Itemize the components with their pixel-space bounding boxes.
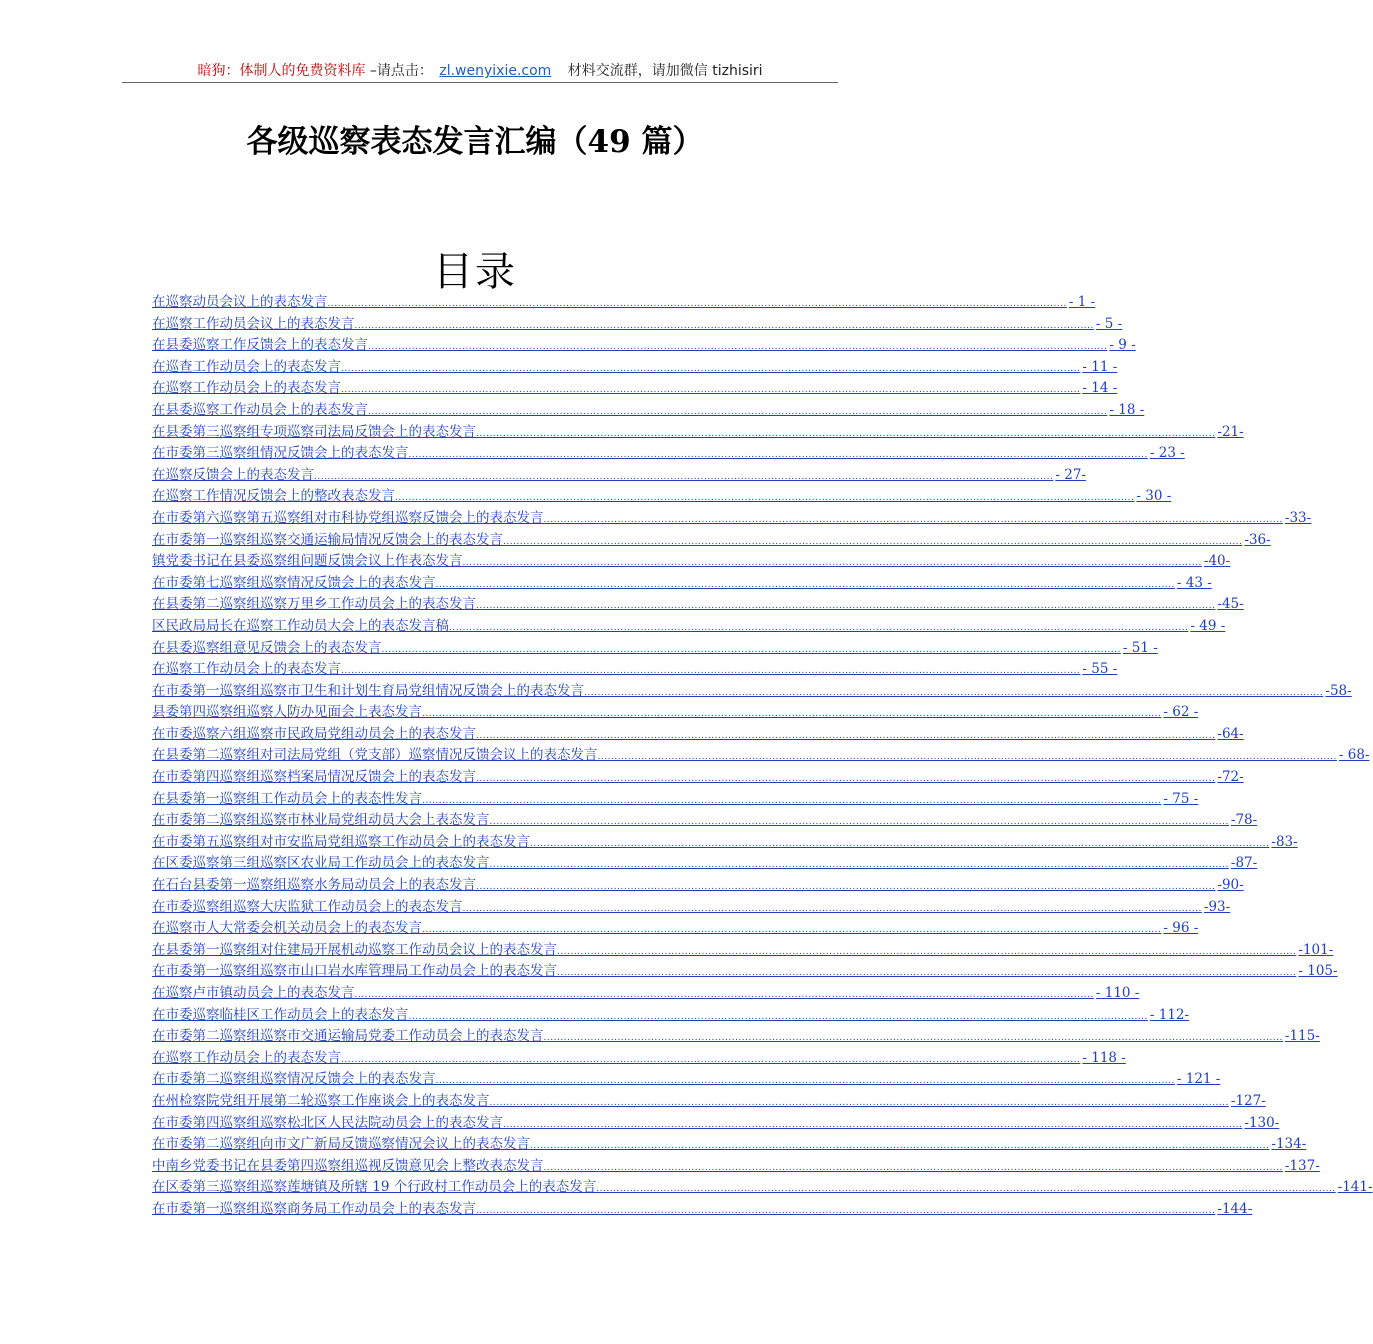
toc-entry-link[interactable]: [152, 1005, 1190, 1027]
toc-entry-title: 在巡察卢市镇动员会上的表态发言: [152, 985, 355, 1001]
toc-leader-dots: ............................................................................................................................................................................................................................: [341, 1054, 1081, 1065]
toc-entry-page: - 1 -: [1068, 294, 1096, 310]
toc-leader-dots: ............................................................................................................................................................................................................................: [476, 1205, 1216, 1216]
toc-entry-link[interactable]: [152, 789, 1199, 811]
toc-entry-title: 在县委第三巡察组专项巡察司法局反馈会上的表态发言: [152, 423, 476, 440]
toc-entry-title: 区民政局局长在巡察工作动员大会上的表态发言稿: [152, 617, 449, 634]
toc-entry-page: - 121 -: [1176, 1071, 1221, 1088]
toc-leader-dots: ............................................................................................................................................................................................................................: [314, 471, 1054, 482]
toc-leader-dots: ............................................................................................................................................................................................................................: [476, 882, 1216, 893]
toc-leader-dots: ............................................................................................................................................................................................................................: [422, 795, 1162, 806]
toc-entry-page: -137-: [1284, 1157, 1320, 1174]
toc-leader-dots: ............................................................................................................................................................................................................................: [476, 730, 1216, 741]
toc-entry-title: 在巡查工作动员会上的表态发言: [152, 358, 341, 375]
toc-entry-title: 在市委第二巡察组巡察市林业局党组动员大会上表态发言: [152, 812, 490, 829]
toc-entry-page: - 5 -: [1095, 315, 1123, 332]
toc-entry-link[interactable]: [152, 594, 1244, 616]
header-promo-text: 暗狗：体制人的免费资料库: [197, 63, 366, 79]
toc-entry-link[interactable]: [152, 724, 1244, 746]
toc-entry-title: 在县委第一巡察组对住建局开展机动巡察工作动员会议上的表态发言: [152, 941, 557, 958]
toc-entry-page: - 49 -: [1190, 617, 1226, 634]
toc-leader-dots: ............................................................................................................................................................................................................................: [354, 990, 1094, 1000]
toc-entry-title: 在巡察动员会议上的表态发言: [152, 294, 328, 310]
toc-entry-link[interactable]: [152, 1069, 1221, 1091]
toc-entry-link[interactable]: [152, 378, 1118, 400]
toc-leader-dots: ............................................................................................................................................................................................................................: [543, 1033, 1283, 1044]
toc-entry-page: -115-: [1284, 1028, 1320, 1045]
toc-entry-link[interactable]: [152, 1048, 1126, 1070]
toc-entry-title: 在市委巡察六组巡察市民政局党组动员会上的表态发言: [152, 725, 476, 742]
toc-entry-page: -33-: [1284, 509, 1312, 526]
toc-entry-link[interactable]: [152, 853, 1258, 875]
toc-leader-dots: ............................................................................................................................................................................................................................: [596, 1184, 1336, 1195]
toc-entry-page: -78-: [1230, 812, 1258, 829]
toc-entry-title: 在巡察工作动员会上的表态发言: [152, 1049, 341, 1066]
header-wechat-note: 材料交流群，请加微信 tizhisiri: [567, 63, 763, 79]
toc-entry-link[interactable]: [152, 530, 1271, 552]
toc-entry-title: 在县委第二巡察组对司法局党组（党支部）巡察情况反馈会议上的表态发言: [152, 747, 598, 764]
toc-entry-link[interactable]: [152, 1199, 1253, 1221]
toc-entry-page: -101-: [1298, 941, 1334, 958]
toc-entry-link[interactable]: [152, 314, 1123, 336]
toc-entry-title: 在市委第七巡察组巡察情况反馈会上的表态发言: [152, 574, 436, 591]
toc-entry-title: 在县委巡察组意见反馈会上的表态发言: [152, 639, 382, 656]
toc-entry-page: - 14 -: [1082, 380, 1118, 397]
toc-entry-page: -40-: [1203, 553, 1231, 570]
toc-leader-dots: ............................................................................................................................................................................................................................: [476, 774, 1216, 785]
toc-entry-title: 在巡察工作动员会上的表态发言: [152, 380, 341, 397]
toc-entry-title: 在市委第二巡察组巡察情况反馈会上的表态发言: [152, 1071, 436, 1088]
toc-entry-page: -144-: [1217, 1200, 1253, 1217]
toc-leader-dots: ............................................................................................................................................................................................................................: [395, 493, 1135, 504]
toc-entry-page: -130-: [1244, 1114, 1280, 1131]
toc-entry-title: 在县委巡察工作反馈会上的表态发言: [152, 337, 368, 354]
toc-entry-link[interactable]: [152, 1091, 1266, 1113]
toc-entry-title: 在区委第三巡察组巡察莲塘镇及所辖 19 个行政村工作动员会上的表态发言: [152, 1179, 597, 1196]
toc-entry-page: -83-: [1271, 833, 1298, 850]
toc-entry-title: 在市委第一巡察组巡察交通运输局情况反馈会上的表态发言: [152, 531, 503, 548]
toc-entry-page: -58-: [1325, 682, 1352, 699]
toc-entry-link[interactable]: [152, 465, 1086, 487]
toc-entry-title: 县委第四巡察组巡察人防办见面会上表态发言: [152, 704, 422, 721]
toc-entry-page: - 75 -: [1163, 790, 1199, 807]
toc-entry-page: - 43 -: [1176, 574, 1212, 591]
toc-leader-dots: ............................................................................................................................................................................................................................: [503, 1119, 1243, 1130]
toc-leader-dots: ............................................................................................................................................................................................................................: [449, 622, 1189, 633]
toc-leader-dots: ............................................................................................................................................................................................................................: [408, 1011, 1148, 1022]
toc-leader-dots: ............................................................................................................................................................................................................................: [435, 579, 1175, 590]
toc-entry-title: 中南乡党委书记在县委第四巡察组巡视反馈意见会上整改表态发言: [152, 1157, 544, 1174]
toc-entry-title: 在市委第六巡察第五巡察组对市科协党组巡察反馈会上的表态发言: [152, 509, 544, 526]
toc-entry-title: 在巡察工作动员会议上的表态发言: [152, 315, 355, 332]
toc-entry-title: 在市委第四巡察组巡察档案局情况反馈会上的表态发言: [152, 769, 476, 786]
toc-leader-dots: ............................................................................................................................................................................................................................: [597, 752, 1337, 763]
toc-entry-title: 在巡察市人大常委会机关动员会上的表态发言: [152, 920, 422, 937]
toc-leader-dots: ............................................................................................................................................................................................................................: [368, 342, 1108, 353]
toc-leader-dots: ............................................................................................................................................................................................................................: [543, 1162, 1283, 1173]
toc-entry-title: 在石台县委第一巡察组巡察水务局动员会上的表态发言: [152, 877, 476, 894]
toc-entry-page: - 68-: [1338, 747, 1370, 764]
toc-leader-dots: ............................................................................................................................................................................................................................: [530, 1141, 1270, 1152]
page-header: [122, 60, 838, 82]
toc-entry-link[interactable]: [152, 508, 1312, 530]
toc-entry-link[interactable]: [152, 1177, 1373, 1199]
toc-leader-dots: ............................................................................................................................................................................................................................: [543, 514, 1283, 525]
toc-entry-link[interactable]: [152, 681, 1352, 703]
table-of-contents: [152, 292, 1373, 1221]
toc-leader-dots: ............................................................................................................................................................................................................................: [489, 860, 1229, 871]
toc-entry-link[interactable]: [152, 918, 1199, 940]
toc-entry-link[interactable]: [152, 1026, 1320, 1048]
header-website-link[interactable]: zl.wenyixie.com: [439, 63, 552, 79]
toc-leader-dots: ............................................................................................................................................................................................................................: [462, 903, 1202, 914]
toc-entry-title: 镇党委书记在县委巡察组问题反馈会议上作表态发言: [152, 553, 463, 570]
toc-entry-page: -87-: [1230, 855, 1258, 872]
toc-entry-link[interactable]: [152, 443, 1185, 465]
toc-entry-page: -64-: [1217, 725, 1244, 742]
document-title: 各级巡察表态发言汇编（49 篇）: [246, 124, 704, 160]
toc-entry-page: - 112-: [1149, 1006, 1190, 1023]
toc-entry-page: -93-: [1203, 898, 1231, 915]
toc-entry-title: 在区委巡察第三组巡察区农业局工作动员会上的表态发言: [152, 855, 490, 872]
toc-leader-dots: ............................................................................................................................................................................................................................: [422, 925, 1162, 936]
toc-entry-link[interactable]: [152, 573, 1212, 595]
toc-entry-page: - 55 -: [1082, 661, 1118, 678]
toc-entry-title: 在市委第一巡察组巡察市山口岩水库管理局工作动员会上的表态发言: [152, 963, 557, 980]
toc-leader-dots: ............................................................................................................................................................................................................................: [381, 644, 1121, 655]
toc-entry-link[interactable]: [152, 659, 1118, 681]
toc-entry-page: - 118 -: [1082, 1049, 1126, 1066]
toc-entry-link[interactable]: [152, 1113, 1280, 1135]
toc-entry-title: 在州检察院党组开展第二轮巡察工作座谈会上的表态发言: [152, 1092, 490, 1109]
toc-entry-page: - 9 -: [1109, 337, 1136, 354]
toc-entry-page: - 62 -: [1163, 704, 1199, 721]
toc-entry-link[interactable]: [152, 832, 1298, 854]
toc-entry-link[interactable]: [152, 961, 1338, 983]
toc-entry-link[interactable]: [152, 767, 1244, 789]
toc-leader-dots: ............................................................................................................................................................................................................................: [503, 536, 1243, 547]
toc-entry-title: 在巡察工作情况反馈会上的整改表态发言: [152, 488, 395, 505]
toc-entry-page: - 110 -: [1095, 985, 1140, 1001]
toc-entry-link[interactable]: [152, 940, 1334, 962]
toc-entry-page: -134-: [1271, 1136, 1307, 1153]
toc-entry-title: 在市委第二巡察组向市文广新局反馈巡察情况会议上的表态发言: [152, 1136, 530, 1153]
toc-leader-dots: ............................................................................................................................................................................................................................: [341, 363, 1081, 374]
toc-entry-link[interactable]: [152, 616, 1226, 638]
toc-leader-dots: ............................................................................................................................................................................................................................: [408, 450, 1148, 461]
toc-entry-title: 在县委第二巡察组巡察万里乡工作动员会上的表态发言: [152, 596, 476, 613]
toc-entry-page: -127-: [1230, 1092, 1266, 1109]
toc-entry-title: 在巡察反馈会上的表态发言: [152, 466, 314, 483]
toc-leader-dots: ............................................................................................................................................................................................................................: [489, 817, 1229, 828]
toc-entry-title: 在县委第一巡察组工作动员会上的表态性发言: [152, 790, 422, 807]
toc-entry-page: -72-: [1217, 769, 1244, 786]
toc-entry-title: 在市委第四巡察组巡察松北区人民法院动员会上的表态发言: [152, 1114, 503, 1131]
toc-entry-link[interactable]: [152, 400, 1145, 422]
toc-entry-page: - 11 -: [1082, 358, 1118, 375]
toc-entry-link[interactable]: [152, 638, 1158, 660]
toc-leader-dots: ............................................................................................................................................................................................................................: [422, 709, 1162, 720]
toc-entry-link[interactable]: [152, 897, 1231, 919]
header-divider: [122, 82, 838, 83]
toc-leader-dots: ............................................................................................................................................................................................................................: [354, 320, 1094, 331]
toc-entry-title: 在市委巡察组巡察大庆监狱工作动员会上的表态发言: [152, 898, 463, 915]
toc-entry-link[interactable]: [152, 983, 1140, 1005]
toc-leader-dots: ............................................................................................................................................................................................................................: [557, 946, 1297, 957]
toc-entry-link[interactable]: [152, 875, 1244, 897]
toc-entry-page: -90-: [1217, 877, 1244, 894]
toc-heading: 目录: [433, 249, 517, 295]
toc-entry-link[interactable]: [152, 486, 1172, 508]
toc-entry-title: 在巡察工作动员会上的表态发言: [152, 661, 341, 678]
toc-entry-page: - 51 -: [1122, 639, 1158, 656]
toc-entry-link[interactable]: [152, 422, 1244, 444]
toc-entry-page: -141-: [1337, 1179, 1373, 1196]
toc-entry-link[interactable]: [152, 745, 1370, 767]
toc-entry-page: - 96 -: [1163, 920, 1199, 937]
toc-entry-title: 在市委巡察临桂区工作动员会上的表态发言: [152, 1006, 409, 1023]
toc-leader-dots: ............................................................................................................................................................................................................................: [557, 968, 1297, 979]
toc-entry-page: -45-: [1217, 596, 1244, 613]
toc-entry-page: - 105-: [1298, 963, 1338, 980]
toc-leader-dots: ............................................................................................................................................................................................................................: [476, 428, 1216, 439]
toc-entry-link[interactable]: [152, 292, 1096, 314]
toc-entry-page: - 27-: [1055, 466, 1086, 483]
toc-entry-link[interactable]: [152, 335, 1136, 357]
toc-entry-title: 在市委第一巡察组巡察市卫生和计划生育局党组情况反馈会上的表态发言: [152, 682, 584, 699]
toc-leader-dots: ............................................................................................................................................................................................................................: [462, 558, 1202, 569]
toc-leader-dots: ............................................................................................................................................................................................................................: [530, 838, 1270, 849]
toc-leader-dots: ............................................................................................................................................................................................................................: [476, 601, 1216, 612]
toc-entry-link[interactable]: [152, 810, 1258, 832]
toc-entry-link[interactable]: [152, 702, 1199, 724]
toc-entry-title: 在市委第三巡察组情况反馈会上的表态发言: [152, 445, 409, 462]
toc-entry-title: 在县委巡察工作动员会上的表态发言: [152, 401, 368, 418]
toc-leader-dots: ............................................................................................................................................................................................................................: [489, 1097, 1229, 1108]
header-click-prompt: –请点击：: [369, 63, 433, 79]
toc-leader-dots: ............................................................................................................................................................................................................................: [341, 666, 1081, 677]
toc-entry-page: - 30 -: [1136, 488, 1172, 505]
toc-entry-link[interactable]: [152, 1156, 1320, 1178]
toc-entry-page: - 18 -: [1109, 401, 1145, 418]
toc-entry-link[interactable]: [152, 1134, 1307, 1156]
toc-entry-title: 在市委第一巡察组巡察商务局工作动员会上的表态发言: [152, 1200, 476, 1217]
toc-entry-title: 在市委第五巡察组对市安监局党组巡察工作动员会上的表态发言: [152, 833, 530, 850]
toc-leader-dots: ............................................................................................................................................................................................................................: [435, 1076, 1175, 1087]
toc-entry-page: -21-: [1217, 423, 1244, 440]
toc-entry-title: 在市委第二巡察组巡察市交通运输局党委工作动员会上的表态发言: [152, 1028, 544, 1045]
toc-leader-dots: ............................................................................................................................................................................................................................: [584, 687, 1324, 698]
toc-entry-page: -36-: [1244, 531, 1271, 548]
toc-entry-link[interactable]: [152, 551, 1231, 573]
toc-leader-dots: ............................................................................................................................................................................................................................: [341, 385, 1081, 396]
toc-entry-link[interactable]: [152, 357, 1118, 379]
toc-leader-dots: ............................................................................................................................................................................................................................: [368, 406, 1108, 417]
toc-leader-dots: ............................................................................................................................................................................................................................: [327, 299, 1067, 309]
toc-entry-page: - 23 -: [1149, 445, 1185, 462]
